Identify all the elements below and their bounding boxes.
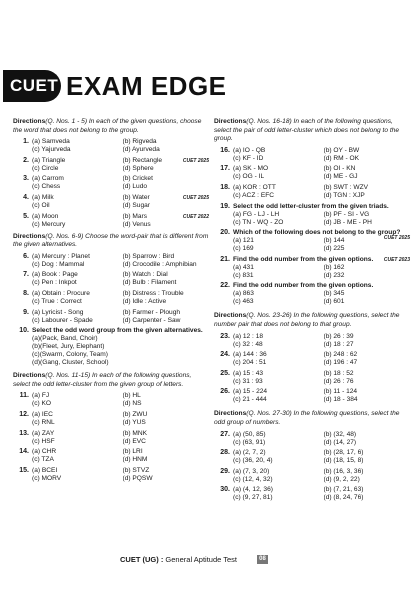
option-c: (c) TZA [32, 456, 54, 464]
exam-tag: CUET 2025 [182, 157, 209, 164]
option-b: (b) LRI [122, 448, 143, 456]
option-a: (a) Book : Page [32, 271, 78, 279]
question-2 [13, 157, 209, 173]
option-d: (d) Crocodile : Amphibian [122, 260, 197, 268]
option-c: (c) Labourer - Spade [32, 316, 93, 324]
question-25 [214, 370, 410, 386]
option-d: (d) Ayurveda [122, 146, 160, 154]
option-d: (d) TGN : XJP [323, 191, 365, 199]
question-number: 15. [19, 466, 29, 474]
option-a: (a) ZAY [32, 429, 55, 437]
question-number: 6. [23, 252, 29, 260]
question-7 [13, 271, 209, 287]
option-b: (b) 26 : 39 [323, 332, 354, 340]
option-a: (a) 12 : 18 [233, 332, 264, 340]
option-d: (d) EVC [122, 437, 146, 445]
option-b: (b) Farmer - Plough [122, 308, 181, 316]
option-d: (d) YUS [122, 418, 146, 426]
question-number: 13. [19, 429, 29, 437]
question-number: 26. [220, 388, 230, 396]
question-number: 27. [220, 430, 230, 438]
option-b: (b) SWT : WZV [323, 183, 369, 191]
option-b: (b) (28, 17, 6) [323, 449, 364, 457]
question-6 [13, 253, 209, 269]
question-number: 24. [220, 351, 230, 359]
question-19: 19. Select the odd letter-cluster from the given triads. (a) FG - LJ - LH (b) PF - SI - VG (c) TN - WQ - ZO (d) JB - ME - PH [220, 202, 389, 226]
option-c: (c) Chess [32, 183, 61, 191]
directions-27-30: Directions(Q. Nos. 27-30) In the following questions, select the odd group of numbers. [214, 410, 400, 426]
option-b: (b) (32, 48) [323, 430, 357, 438]
question-14 [13, 448, 209, 464]
option-a: (a) Moon [32, 212, 59, 220]
question-13 [13, 430, 209, 446]
exam-tag: CUET 2025 [182, 194, 209, 201]
option-a: (a) SK - MO [233, 165, 269, 173]
option-a: (a) IO - QB [233, 146, 266, 154]
question-26 [214, 388, 410, 404]
question-11 [13, 392, 209, 408]
question-16 [214, 147, 410, 163]
question-number: 8. [23, 289, 29, 297]
option-a: (a) 144 : 36 [233, 351, 267, 359]
option-a: (a) CHR [32, 448, 57, 456]
option-c: (c) KO [32, 400, 52, 408]
option-c: (c) (36, 20, 4) [233, 457, 273, 465]
section-title: EXAM EDGE [66, 71, 227, 101]
question-17 [214, 165, 410, 181]
question-number: 11. [19, 392, 29, 400]
question-number: 14. [19, 448, 29, 456]
option-d: (d) RM - OK [323, 154, 360, 162]
page-footer [0, 554, 416, 566]
option-c: (c) 21 - 444 [233, 396, 267, 404]
option-c: (c) RNL [32, 418, 55, 426]
question-18 [214, 184, 410, 200]
option-b: (b) Distress : Trouble [122, 289, 184, 297]
option-a: (a) BCEI [32, 466, 58, 474]
option-d: (d) 26 : 76 [323, 377, 354, 385]
option-c: (c) 31 : 93 [233, 377, 263, 385]
option-a: (a) Milk [32, 193, 54, 201]
option-b: (b) Cricket [122, 175, 153, 183]
exam-tag: CUET 2025 [383, 235, 410, 242]
option-d: (d) Ludo [122, 183, 148, 191]
question-number: 29. [220, 467, 230, 475]
option-c: (c) Pen : Inkpot [32, 279, 77, 287]
directions-11-15: Directions(Q. Nos. 11-15) In each of the following questions, select the odd letter-cluster from the given group of letters. [13, 372, 192, 388]
question-27 [214, 431, 410, 447]
option-d: (d) Carpenter - Saw [122, 316, 181, 324]
question-number: 9. [23, 308, 29, 316]
option-a: (a) (50, 85) [233, 430, 266, 438]
option-b: (b) Mars [122, 212, 148, 220]
right-column [214, 118, 410, 505]
option-b: (b) MNK [122, 429, 148, 437]
question-8 [13, 290, 209, 306]
option-d: (d) (8, 24, 76) [323, 494, 364, 502]
footer-subject: General Aptitude Test [165, 555, 237, 564]
option-b: (b) OI - KN [323, 165, 356, 173]
option-c: (c) 32 : 48 [233, 340, 263, 348]
question-number: 5. [23, 212, 29, 220]
option-b: (b) STVZ [122, 466, 150, 474]
question-number: 28. [220, 449, 230, 457]
question-number: 3. [23, 175, 29, 183]
option-c: (c) KF - ID [233, 154, 264, 162]
option-b: (b) ZWU [122, 410, 148, 418]
option-c: (c) Oil [32, 201, 50, 209]
question-number: 17. [220, 165, 230, 173]
exam-tag: CUET 2023 [383, 256, 410, 263]
option-a: (a) Triangle [32, 156, 66, 164]
question-24 [214, 351, 410, 367]
option-d: (d) 196 : 47 [323, 359, 358, 367]
option-a: (a) 15 - 224 [233, 388, 268, 396]
question-20: 20. Which of the following does not belong to the group? (a) 121 (b) 144 (c) 169 (d) 225 CUET 2025 [220, 229, 410, 253]
directions-16-18: Directions(Q. Nos. 16-18) In each of the following questions, select the pair of odd letter-cluster which does not belong to the group. [214, 118, 399, 143]
option-b: (b) (7, 21, 63) [323, 486, 364, 494]
option-d: (d) Bulb : Filament [122, 279, 177, 287]
option-c: (c) Mercury [32, 220, 66, 228]
option-d: (d) (14, 27) [323, 438, 357, 446]
question-1 [13, 138, 209, 154]
option-a: (a) 15 : 43 [233, 369, 264, 377]
option-c: (c) (9, 27, 81) [233, 494, 273, 502]
option-a: (a) (2, 7, 2) [233, 449, 266, 457]
footer-exam: CUET (UG) : [120, 555, 164, 564]
directions-1-5: Directions(Q. Nos. 1 - 5) In each of the given questions, choose the word that does not belong to the group. [13, 118, 202, 134]
option-a: (a) Lyricist - Song [32, 308, 84, 316]
option-d: (d) Sphere [122, 164, 154, 172]
option-c: (c) MORV [32, 474, 62, 482]
option-c: (c) Dog : Mammal [32, 260, 85, 268]
option-c: (c) 204 : 51 [233, 359, 267, 367]
question-number: 1. [23, 138, 29, 146]
question-23 [214, 333, 410, 349]
question-5 [13, 213, 209, 229]
question-number: 16. [220, 146, 230, 154]
cuet-badge: CUET [3, 70, 61, 102]
question-28 [214, 449, 410, 465]
question-10: 10. Select the odd word group from the given alternatives. (a)(Pack, Band, Choir) (b)(Fleet, Jury, Elephant) (c)(Swarm, Colony, Team) (d)(Gang, Cluster, School) [19, 327, 203, 367]
question-number: 18. [220, 183, 230, 191]
option-d: (d) 18 : 27 [323, 340, 354, 348]
exam-tag: CUET 2022 [182, 213, 209, 220]
page-header [0, 66, 416, 106]
question-22: 22. Find the odd number from the given options. (a) 863 (b) 345 (c) 463 (d) 601 [220, 282, 374, 306]
option-c: (c) ACZ : EFC [233, 191, 275, 199]
left-column [13, 118, 209, 485]
question-number: 4. [23, 193, 29, 201]
option-b: (b) (16, 3, 36) [323, 467, 364, 475]
option-b: (b) 11 - 124 [323, 388, 358, 396]
directions-6-9: Directions(Q. Nos. 6-9) Choose the word-pair that is different from the given alternatives. [13, 232, 209, 249]
option-b: (b) Sparrow : Bird [122, 252, 175, 260]
option-d: (d) (9, 2, 22) [323, 475, 360, 483]
option-c: (c) (12, 4, 32) [233, 475, 273, 483]
option-d: (d) Venus [122, 220, 151, 228]
option-b: (b) HL [122, 392, 141, 400]
option-d: (d) ME - GJ [323, 173, 358, 181]
question-21: 21. Find the odd number from the given options. CUET 2023 (a) 431 (b) 162 (c) 831 (d) 232 [220, 255, 410, 279]
option-c: (c) HSF [32, 437, 55, 445]
option-a: (a) KOR : OTT [233, 183, 276, 191]
option-b: (b) Water [122, 193, 150, 201]
option-a: (a) (7, 3, 20) [233, 467, 270, 475]
option-c: (c) Circle [32, 164, 59, 172]
question-15 [13, 467, 209, 483]
option-a: (a) IEC [32, 410, 53, 418]
option-a: (a) Samveda [32, 138, 70, 146]
option-b: (b) Watch : Dial [122, 271, 168, 279]
question-number: 7. [23, 271, 29, 279]
question-9 [13, 309, 209, 325]
question-number: 2. [23, 156, 29, 164]
option-b: (b) 18 : 52 [323, 369, 354, 377]
option-a: (a) Mercury : Planet [32, 252, 90, 260]
option-c: (c) True : Correct [32, 297, 82, 305]
option-b: (b) OY - BW [323, 146, 360, 154]
option-a: (a) Obtain : Procure [32, 289, 90, 297]
option-d: (d) Idle : Active [122, 297, 167, 305]
option-c: (c) Yajurveda [32, 146, 71, 154]
question-30 [214, 486, 410, 502]
question-4 [13, 194, 209, 210]
option-d: (d) PQSW [122, 474, 153, 482]
page-number: 08 [257, 555, 268, 564]
question-12 [13, 411, 209, 427]
option-a: (a) Carrom [32, 175, 64, 183]
option-a: (a) FJ [32, 392, 50, 400]
option-b: (b) Rectangle [122, 156, 163, 164]
option-d: (d) HNM [122, 456, 148, 464]
option-b: (b) 248 : 62 [323, 351, 358, 359]
question-number: 25. [220, 369, 230, 377]
question-29 [214, 468, 410, 484]
question-3 [13, 175, 209, 191]
option-d: (d) Sugar [122, 201, 150, 209]
question-number: 12. [19, 410, 29, 418]
directions-23-26: Directions(Q. Nos. 23-26) In the following questions, select the number pair that does not belong to that group. [214, 312, 400, 328]
option-c: (c) OG - IL [233, 173, 265, 181]
question-number: 30. [220, 486, 230, 494]
option-b: (b) Rigveda [122, 138, 157, 146]
option-d: (d) NS [122, 400, 142, 408]
option-a: (a) (4, 12, 36) [233, 486, 273, 494]
option-d: (d) (18, 15, 8) [323, 457, 364, 465]
option-d: (d) 18 - 384 [323, 396, 358, 404]
option-c: (c) (63, 91) [233, 438, 266, 446]
question-number: 23. [220, 332, 230, 340]
